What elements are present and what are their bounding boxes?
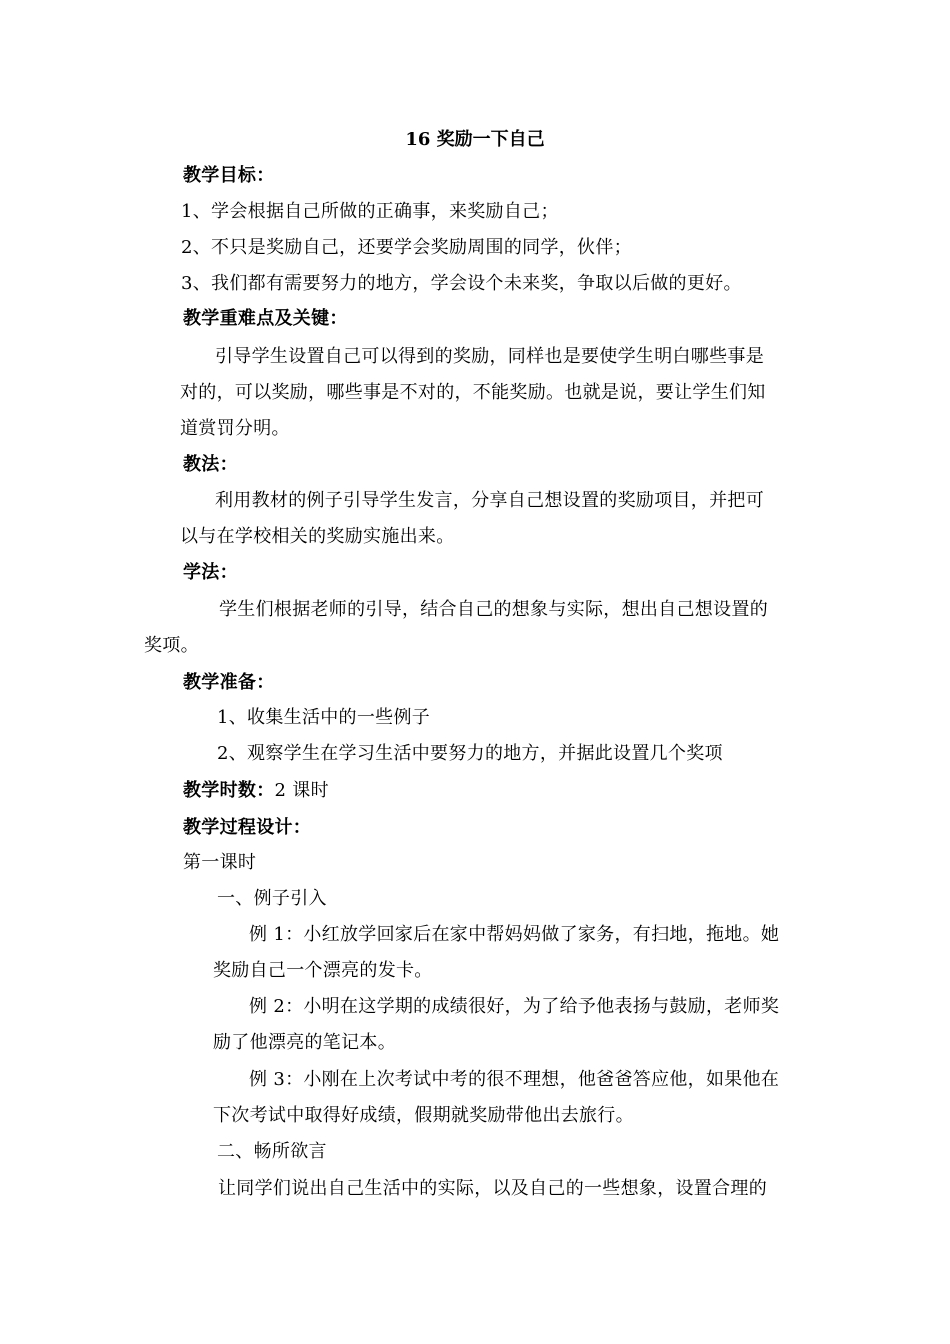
example-line: 奖励自己一个漂亮的发卡。 — [213, 960, 433, 981]
example-line: 例 1：小红放学回家后在家中帮妈妈做了家务，有扫地，拖地。她 — [249, 924, 780, 945]
example-line: 励了他漂亮的笔记本。 — [213, 1032, 396, 1053]
example-line: 例 3：小刚在上次考试中考的很不理想，他爸爸答应他，如果他在 — [249, 1069, 780, 1090]
objective-item: 3、我们都有需要努力的地方，学会设个未来奖，争取以后做的更好。 — [181, 273, 742, 294]
objective-item: 1、学会根据自己所做的正确事，来奖励自己； — [181, 201, 559, 222]
objective-item: 2、不只是奖励自己，还要学会奖励周围的同学，伙伴； — [181, 237, 632, 258]
learning-method-line: 学生们根据老师的引导，结合自己的想象与实际，想出自己想设置的 — [219, 599, 768, 620]
key-points-line: 道赏罚分明。 — [180, 418, 290, 439]
key-points-line: 对的，可以奖励，哪些事是不对的，不能奖励。也就是说，要让学生们知 — [180, 382, 766, 403]
preparation-heading: 教学准备： — [183, 672, 275, 693]
teaching-hours-heading: 教学时数： — [183, 780, 275, 801]
key-points-heading: 教学重难点及关键： — [183, 308, 348, 329]
teaching-method-line: 以与在学校相关的奖励实施出来。 — [180, 526, 455, 547]
objectives-heading: 教学目标： — [183, 165, 275, 186]
teaching-hours-value: 2 课时 — [274, 780, 329, 801]
example-line: 例 2：小明在这学期的成绩很好，为了给予他表扬与鼓励，老师奖 — [249, 996, 780, 1017]
section-heading: 一、例子引入 — [217, 888, 327, 909]
teaching-hours — [183, 779, 329, 803]
page-title: 16 奖励一下自己 — [405, 129, 545, 150]
process-heading: 教学过程设计： — [183, 817, 312, 838]
teaching-method-heading: 教法： — [183, 454, 238, 475]
section-heading: 二、畅所欲言 — [217, 1141, 327, 1162]
lesson-label: 第一课时 — [183, 852, 257, 873]
example-line: 下次考试中取得好成绩，假期就奖励带他出去旅行。 — [213, 1105, 634, 1126]
section-text: 让同学们说出自己生活中的实际，以及自己的一些想象，设置合理的 — [218, 1178, 767, 1199]
key-points-line: 引导学生设置自己可以得到的奖励，同样也是要使学生明白哪些事是 — [215, 346, 764, 367]
preparation-item: 2、观察学生在学习生活中要努力的地方，并据此设置几个奖项 — [217, 743, 723, 764]
preparation-item: 1、收集生活中的一些例子 — [217, 707, 431, 728]
learning-method-heading: 学法： — [183, 562, 238, 583]
teaching-method-line: 利用教材的例子引导学生发言，分享自己想设置的奖励项目，并把可 — [215, 490, 764, 511]
learning-method-line: 奖项。 — [144, 635, 199, 656]
